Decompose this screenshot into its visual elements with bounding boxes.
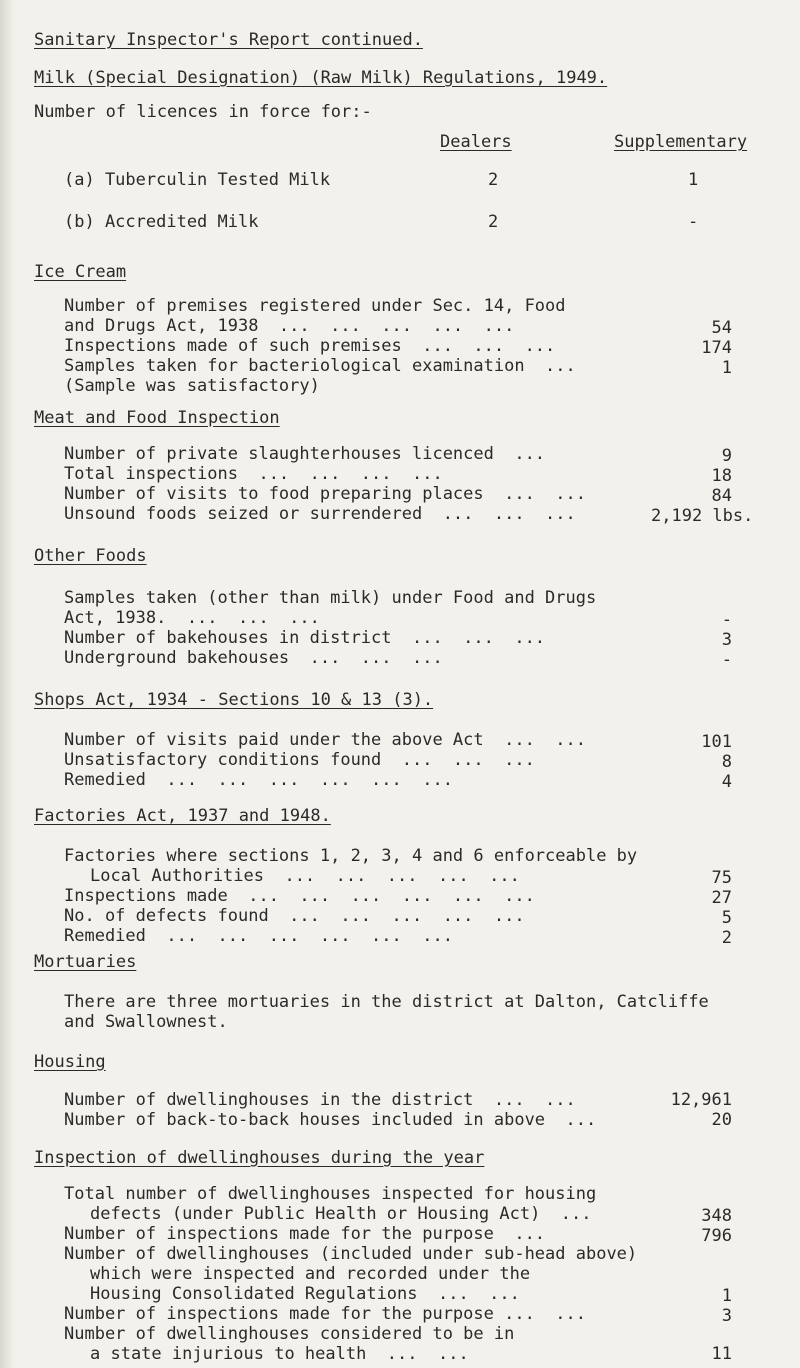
list-item: Number of back-to-back houses included in above ... (64, 1110, 597, 1130)
list-item-value: 3 (721, 630, 732, 650)
list-item: Unsound foods seized or surrendered ... ... ... (64, 504, 576, 524)
list-item: Number of dwellinghouses considered to be in (64, 1324, 515, 1344)
list-item-value: 20 (711, 1110, 732, 1130)
list-item: defects (under Public Health or Housing Act) ... (90, 1204, 592, 1224)
list-item-value: 101 (701, 732, 732, 752)
list-item: Number of visits to food preparing places ... ... (64, 484, 586, 504)
page-edge-shadow (0, 0, 14, 1368)
list-item: Samples taken (other than milk) under Food and Drugs (64, 588, 597, 608)
shops-heading: Shops Act, 1934 - Sections 10 & 13 (3). (34, 690, 434, 710)
list-item: No. of defects found ... ... ... ... ... (64, 906, 525, 926)
other-foods-heading: Other Foods (34, 546, 147, 566)
list-item-value: 5 (721, 908, 732, 928)
list-item: Number of dwellinghouses in the district ... ... (64, 1090, 576, 1110)
list-item-value: 54 (711, 318, 732, 338)
mortuaries-text: There are three mortuaries in the district at Dalton, Catcliffe (64, 992, 709, 1012)
list-item: (Sample was satisfactory) (64, 376, 320, 396)
list-item-value: 84 (711, 486, 732, 506)
mortuaries-text: and Swallownest. (64, 1012, 228, 1032)
list-item-value: 1 (721, 358, 732, 378)
list-item-value: 3 (721, 1306, 732, 1326)
list-item: Number of visits paid under the above Act ... ... (64, 730, 586, 750)
milk-row-dealers: 2 (488, 170, 499, 190)
list-item-value: 4 (721, 772, 732, 792)
list-item: Number of premises registered under Sec. 14, Food (64, 296, 566, 316)
list-item: Samples taken for bacteriological examination ... (64, 356, 576, 376)
list-item-value: 27 (711, 888, 732, 908)
list-item: Number of bakehouses in district ... ... ... (64, 628, 546, 648)
col-dealers: Dealers (440, 132, 512, 152)
housing-heading: Housing (34, 1052, 106, 1072)
list-item: Unsatisfactory conditions found ... ... ... (64, 750, 535, 770)
factories-heading: Factories Act, 1937 and 1948. (34, 806, 331, 826)
list-item: Inspections made of such premises ... ... ... (64, 336, 556, 356)
list-item: Remedied ... ... ... ... ... ... (64, 926, 453, 946)
list-item-value: 796 (701, 1226, 732, 1246)
list-item-value: 1 (721, 1286, 732, 1306)
list-item: which were inspected and recorded under the (90, 1264, 531, 1284)
ice-cream-heading: Ice Cream (34, 262, 127, 282)
list-item: a state injurious to health ... ... (90, 1344, 469, 1364)
list-item: Factories where sections 1, 2, 3, 4 and 6 enforceable by (64, 846, 638, 866)
list-item: Housing Consolidated Regulations ... ... (90, 1284, 520, 1304)
list-item-value: 75 (711, 868, 732, 888)
list-item-value: 18 (711, 466, 732, 486)
list-item: Total number of dwellinghouses inspected for housing (64, 1184, 597, 1204)
list-item: Inspections made ... ... ... ... ... ... (64, 886, 535, 906)
milk-heading: Milk (Special Designation) (Raw Milk) Regulations, 1949. (34, 68, 608, 88)
list-item-value: 11 (711, 1344, 732, 1364)
list-item: Local Authorities ... ... ... ... ... (90, 866, 520, 886)
list-item: Underground bakehouses ... ... ... (64, 648, 443, 668)
inspection-heading: Inspection of dwellinghouses during the year (34, 1148, 485, 1168)
list-item-value: - (721, 650, 732, 670)
list-item-value: 348 (701, 1206, 732, 1226)
list-item-value: 174 (701, 338, 732, 358)
licences-label: Number of licences in force for:- (34, 102, 372, 122)
milk-row-supplementary: - (688, 212, 699, 232)
col-supplementary: Supplementary (614, 132, 748, 152)
list-item-value: 9 (721, 446, 732, 466)
list-item: Number of inspections made for the purpose ... ... (64, 1304, 586, 1324)
list-item: and Drugs Act, 1938 ... ... ... ... ... (64, 316, 515, 336)
milk-row-label: (a) Tuberculin Tested Milk (64, 170, 331, 190)
report-title: Sanitary Inspector's Report continued. (34, 30, 423, 50)
milk-row-label: (b) Accredited Milk (64, 212, 259, 232)
meat-heading: Meat and Food Inspection (34, 408, 280, 428)
list-item-value: 12,961 (670, 1090, 732, 1110)
list-item: Act, 1938. ... ... ... (64, 608, 320, 628)
milk-row-dealers: 2 (488, 212, 499, 232)
list-item: Number of dwellinghouses (included under sub-head above) (64, 1244, 638, 1264)
list-item-value: - (721, 610, 732, 630)
list-item-value: 8 (721, 752, 732, 772)
list-item: Number of inspections made for the purpose ... (64, 1224, 546, 1244)
milk-row-supplementary: 1 (688, 170, 699, 190)
list-item: Total inspections ... ... ... ... (64, 464, 443, 484)
list-item: Remedied ... ... ... ... ... ... (64, 770, 453, 790)
list-item-value: 2 (721, 928, 732, 948)
list-item-value: 2,192 lbs. (651, 506, 754, 526)
list-item: Number of private slaughterhouses licenced ... (64, 444, 546, 464)
mortuaries-heading: Mortuaries (34, 952, 137, 972)
